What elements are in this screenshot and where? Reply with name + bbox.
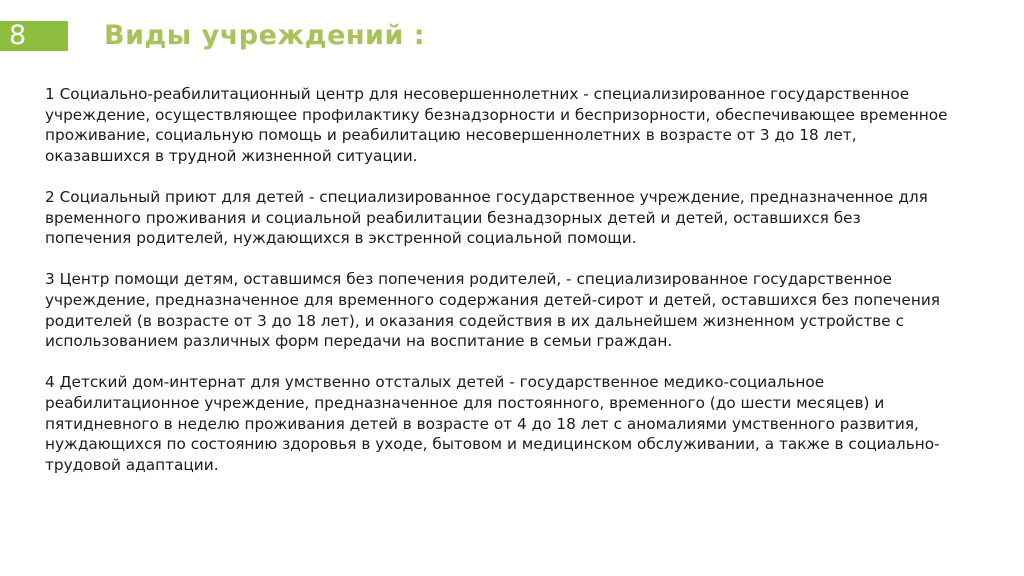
institution-item-4: 4 Детский дом-интернат для умственно отсталых детей - государственное медико-социальное реабилитационное учреждение, предназначенное для постоянного, временного (до шести месяцев) и пятидневного в неделю проживания детей в возрасте от 4 до 18 лет с аномалиями умственного развития, нуждающихся по состоянию здоровья в уходе, бытовом и медицинском обслуживании, а также в социально-трудовой адаптации. — [45, 373, 940, 474]
slide-title: Виды учреждений : — [104, 20, 426, 51]
institution-item-2: 2 Социальный приют для детей - специализированное государственное учреждение, предназначенное для временного проживания и социальной реабилитации безнадзорных детей и детей, оставшихся без попечения родителей, нуждающихся в экстренной социальной помощи. — [45, 187, 928, 248]
institution-item-1: 1 Социально-реабилитационный центр для несовершеннолетних - специализированное государственное учреждение, осуществляющее профилактику безнадзорности и беспризорности, обеспечивающее временное проживание, социальную помощь и реабилитацию несовершеннолетних в возрасте от 3 до 18 лет, оказавшихся в трудной жизненной ситуации. — [45, 85, 948, 165]
slide-number: 8 — [9, 20, 27, 51]
slide-content — [45, 84, 950, 496]
institution-item-3: 3 Центр помощи детям, оставшимся без попечения родителей, - специализированное государственное учреждение, предназначенное для временного содержания детей-сирот и детей, оставшихся без попечения родителей (в возрасте от 3 до 18 лет), и оказания содействия в их дальнейшем жизненном устройстве с использованием различных форм передачи на воспитание в семьи граждан. — [45, 270, 940, 351]
slide-number-badge — [0, 21, 68, 51]
